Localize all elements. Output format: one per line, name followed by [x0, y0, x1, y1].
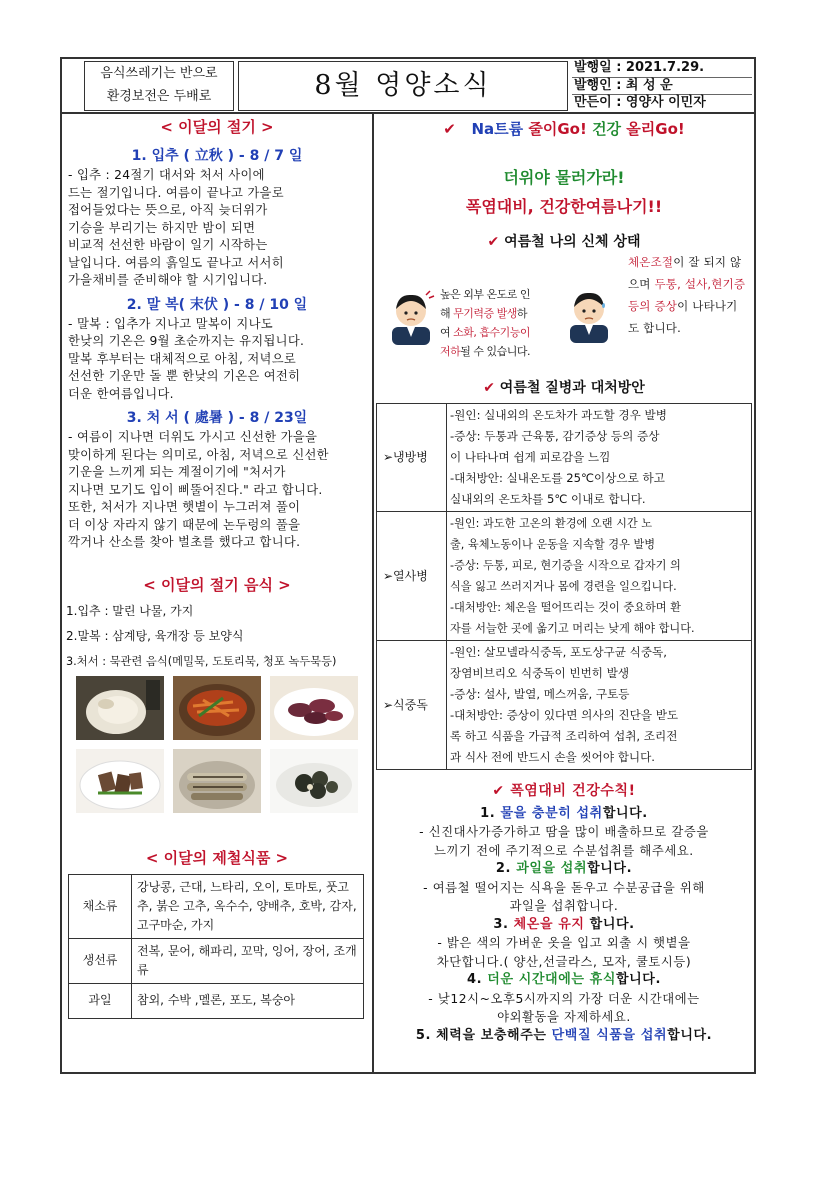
text-line: 말복 후부터는 대체적으로 아침, 저녁으로: [68, 351, 297, 366]
rule-description: 과일을 섭취합니다.: [509, 899, 619, 913]
text-span: 합니다.: [667, 1027, 713, 1043]
text-span: 체온조절: [628, 255, 674, 269]
disease-heading: [374, 377, 754, 397]
text-span: 과일을 섭취: [516, 861, 588, 876]
table-row: [377, 512, 752, 641]
text-line: 록 하고 식품을 가급적 조리하여 섭취, 조리전: [450, 729, 678, 743]
text-span: 높은 외부 온도로 인해: [440, 288, 530, 320]
text-span: 단백질 식품을 섭취: [551, 1027, 668, 1043]
season-food-list: [62, 599, 372, 674]
seaweed-dish-photo: [270, 749, 358, 813]
text-line: 식을 잃고 쓰러지거나 몸에 경련을 일으킵니다.: [450, 580, 677, 593]
eggplant-dish-photo: [270, 676, 358, 740]
text-span: 될 수 있습니다.: [460, 345, 531, 358]
text-span: 물을 충분히 섭취: [500, 805, 603, 821]
body-state-right-text: [628, 251, 746, 339]
seasonal-heading: < 이달의 제철식품 >: [145, 848, 289, 867]
text-line: -대처방안: 체온을 떨어뜨리는 것이 중요하며 환: [450, 601, 681, 614]
season-item-title: 3. 처 서 ( 處暑 ) - 8 / 23일: [126, 410, 308, 426]
sweating-man-icon: [564, 287, 614, 343]
season-item-title: 1. 입추 ( 立秋 ) - 8 / 7 일: [131, 148, 303, 164]
header: [62, 59, 754, 114]
acorn-jelly-photo: [76, 749, 164, 813]
table-cell: [447, 641, 752, 770]
food-photos: [76, 676, 372, 813]
table-row: [377, 404, 752, 512]
rule-description: - 신진대사가증가하고 땀을 많이 배출하므로 갈증을: [419, 825, 709, 839]
text-line: 또한, 처서가 지나면 햇볕이 누그러져 풀이: [68, 500, 301, 514]
table-cell: ➢냉방병: [377, 404, 447, 512]
issue-info: [572, 60, 752, 112]
table-cell: 강낭콩, 근대, 느타리, 오이, 토마토, 풋고추, 붉은 고추, 옥수수, 양배추, 호박, 감자, 고구마순, 가지: [132, 874, 364, 938]
right-column: [374, 112, 754, 1072]
text-line: 기승을 부리기는 하지만 밤이 되면: [68, 220, 256, 235]
season-item-text: [62, 167, 372, 290]
body-state-panel: [374, 251, 754, 371]
newsletter-page: [60, 57, 756, 1074]
disease-table: [376, 403, 752, 770]
text-line: 더운 한여름입니다.: [68, 386, 174, 401]
table-row: [377, 641, 752, 770]
heat-rules: [374, 782, 754, 1045]
rules-heading: [374, 782, 754, 801]
text-line: -증상: 두통과 근육통, 감기증상 등의 증상: [450, 429, 660, 443]
text-span: 3.: [493, 916, 514, 932]
seasonal-table: [68, 874, 364, 1019]
text-line: 과 식사 전에 반드시 손을 씻어야 합니다.: [450, 750, 655, 764]
slogan-line-1: 음식쓰레기는 반으로: [100, 66, 218, 81]
table-cell: 전복, 문어, 해파리, 꼬막, 잉어, 장어, 조개류: [132, 938, 364, 983]
check-icon: ✔: [443, 120, 456, 138]
text-line: 자를 서늘한 곳에 옮기고 머리는 낮게 해야 합니다.: [450, 622, 695, 635]
dried-vegetable-photo: [173, 749, 261, 813]
text-span: 소화, 흡수기능이 저하: [440, 326, 530, 358]
text-line: 장염비브리오 식중독이 빈번히 발생: [450, 666, 630, 680]
text-span: 이 잘 되지 않으며: [628, 255, 742, 291]
text-line: 지나면 모기도 입이 삐뚤어진다." 라고 합니다.: [68, 482, 323, 497]
season-item-title: 2. 말 복( 末伏 ) - 8 / 10 일: [126, 296, 308, 313]
text-line: 더 이상 자라지 않기 때문에 논두렁의 풀을: [68, 517, 301, 532]
table-cell: 생선류: [69, 938, 132, 983]
text-line: 기운을 느끼게 되는 계절이기에 "처서가: [68, 465, 286, 479]
list-item: 1.입추 : 말린 나물, 가지: [66, 603, 194, 618]
heading-text: 여름철 질병과 대처방안: [499, 380, 645, 396]
author: 만든이 : 영양사 이민자: [574, 95, 706, 110]
left-column: [62, 112, 374, 1072]
text-line: -원인: 과도한 고온의 환경에 오랜 시간 노: [450, 517, 653, 530]
text-line: 날입니다. 여름의 흙일도 끝나고 서서히: [68, 255, 284, 270]
table-cell: ➢열사병: [377, 512, 447, 641]
text-line: 맞이하게 된다는 의미로, 아침, 저녁으로 신선한: [68, 447, 329, 462]
text-span: 1.: [480, 805, 501, 821]
check-icon: ✔: [483, 380, 495, 396]
text-line: -대처방안: 증상이 있다면 의사의 진단을 받도: [450, 708, 679, 722]
sodium-slogan-part: 줄이Go!: [528, 120, 587, 138]
list-item: 2.말복 : 삼계탕, 육개장 등 보양식: [66, 628, 244, 643]
season-item-text: [62, 429, 372, 552]
text-span: 합니다.: [587, 861, 633, 876]
table-row: [69, 938, 364, 983]
text-span: 더운 시간대에는 휴식: [487, 972, 616, 987]
text-line: -대처방안: 실내온도를 25℃이상으로 하고: [450, 471, 665, 485]
table-row: [69, 983, 364, 1018]
page-title: 8월 영양소식: [238, 61, 568, 111]
heading-text: 여름철 나의 신체 상태: [504, 234, 641, 250]
publisher: 발행인 : 최 성 운: [572, 78, 752, 96]
samgyetang-photo: [76, 676, 164, 740]
text-line: 가을채비를 준비해야 할 시기입니다.: [68, 273, 268, 287]
text-line: 드는 절기입니다. 여름이 끝나고 가을로: [68, 185, 284, 200]
season-item-text: [62, 316, 372, 404]
text-line: 한낮의 기온은 9월 초순까지는 유지됩니다.: [68, 334, 305, 348]
text-line: - 말복 : 입추가 지나고 말복이 지나도: [68, 316, 273, 331]
text-line: -원인: 실내외의 온도차가 과도할 경우 발병: [450, 408, 667, 422]
text-line: - 입추 : 24절기 대서와 처서 사이에: [68, 168, 265, 182]
check-icon: ✔: [487, 234, 500, 250]
worried-man-icon: [386, 289, 436, 345]
rule-title: [374, 1027, 754, 1046]
check-icon: ✔: [492, 783, 505, 799]
text-line: 이 나타나며 쉽게 피로감을 느낌: [450, 450, 611, 464]
text-line: -원인: 살모넬라식중독, 포도상구균 식중독,: [450, 645, 667, 659]
text-line: 깍거나 산소를 찾아 벌초를 했다고 합니다.: [68, 535, 301, 549]
table-row: [69, 874, 364, 938]
text-line: 실내외의 온도차를 5℃ 이내로 합니다.: [450, 492, 646, 506]
rule-title: [374, 916, 754, 935]
text-span: 두통, 설사,현기증 등의 증상: [628, 277, 746, 313]
text-span: 하여: [440, 307, 528, 339]
text-span: 4.: [466, 972, 488, 987]
slogan-line-2: 환경보전은 두배로: [106, 89, 212, 104]
table-cell: 과일: [69, 983, 132, 1018]
body-state-left-text: [440, 285, 532, 361]
season-food-heading: < 이달의 절기 음식 >: [143, 575, 291, 594]
text-span: 합니다.: [615, 972, 661, 987]
text-line: 비교적 선선한 바람이 일기 시작하는: [68, 238, 268, 252]
rule-description: 느끼기 전에 주기적으로 수분섭취를 해주세요.: [434, 843, 694, 858]
body-state-heading: [374, 231, 754, 251]
text-line: 선선한 기운만 돌 뿐 한낮의 기온은 여전히: [68, 369, 301, 383]
table-cell: ➢식중독: [377, 641, 447, 770]
text-line: -증상: 설사, 발열, 메스꺼움, 구토등: [450, 687, 630, 701]
text-line: -증상: 두통, 피로, 현기증을 시작으로 갑자기 의: [450, 559, 681, 572]
rule-description: - 낮12시~오후5시까지의 가장 더운 시간대에는: [428, 991, 700, 1006]
text-span: 이 나타나기도 합니다.: [628, 299, 738, 335]
table-cell: 채소류: [69, 874, 132, 938]
text-line: 접어들었다는 뜻으로, 아직 늦더위가: [68, 203, 268, 217]
text-span: 5. 체력을 보충해주는: [415, 1027, 552, 1043]
rule-description: 야외활동을 자제하세요.: [497, 1010, 631, 1024]
slogan-box: [84, 61, 234, 111]
rule-description: - 밝은 색의 가벼운 옷을 입고 외출 시 햇볕을: [437, 936, 691, 950]
table-cell: [447, 512, 752, 641]
sodium-slogan-part: 올리Go!: [626, 120, 685, 138]
text-span: 무기력증 발생: [453, 307, 517, 320]
text-span: 체온을 유지: [513, 916, 585, 932]
rules-list: [374, 805, 754, 1027]
list-item: 3.처서 : 묵관련 음식(메밀묵, 도토리묵, 청포 녹두묵등): [66, 654, 337, 668]
text-span: 합니다.: [584, 916, 635, 932]
issue-date: 발행일 : 2021.7.29.: [572, 60, 752, 78]
rule-title: [374, 860, 754, 879]
rule-title: [374, 805, 754, 824]
sodium-slogan-part: 건강: [586, 120, 627, 138]
heat-slogan-2: 폭염대비, 건강한여름나기!!: [465, 197, 663, 216]
sodium-slogan-part: Na트륨: [471, 120, 529, 138]
text-line: 출, 육체노동이나 운동을 지속할 경우 발병: [450, 538, 656, 551]
heading-text: 폭염대비 건강수칙!: [510, 783, 636, 799]
season-heading: < 이달의 절기 >: [160, 118, 274, 136]
text-line: - 여름이 지나면 더위도 가시고 신선한 가을을: [68, 430, 318, 444]
rule-description: 차단합니다.( 양산,선글라스, 모자, 쿨토시등): [436, 954, 692, 969]
yukgaejang-photo: [173, 676, 261, 740]
text-span: 합니다.: [602, 805, 648, 821]
heat-slogan-1: 더위야 물러가라!: [503, 168, 625, 187]
rule-description: - 여름철 떨어지는 식욕을 돋우고 수분공급을 위해: [423, 880, 705, 895]
text-span: 2.: [495, 861, 517, 876]
sodium-slogan: [374, 118, 754, 139]
rule-title: [374, 971, 754, 990]
table-cell: [447, 404, 752, 512]
table-cell: 참외, 수박 ,멜론, 포도, 복숭아: [132, 983, 364, 1018]
